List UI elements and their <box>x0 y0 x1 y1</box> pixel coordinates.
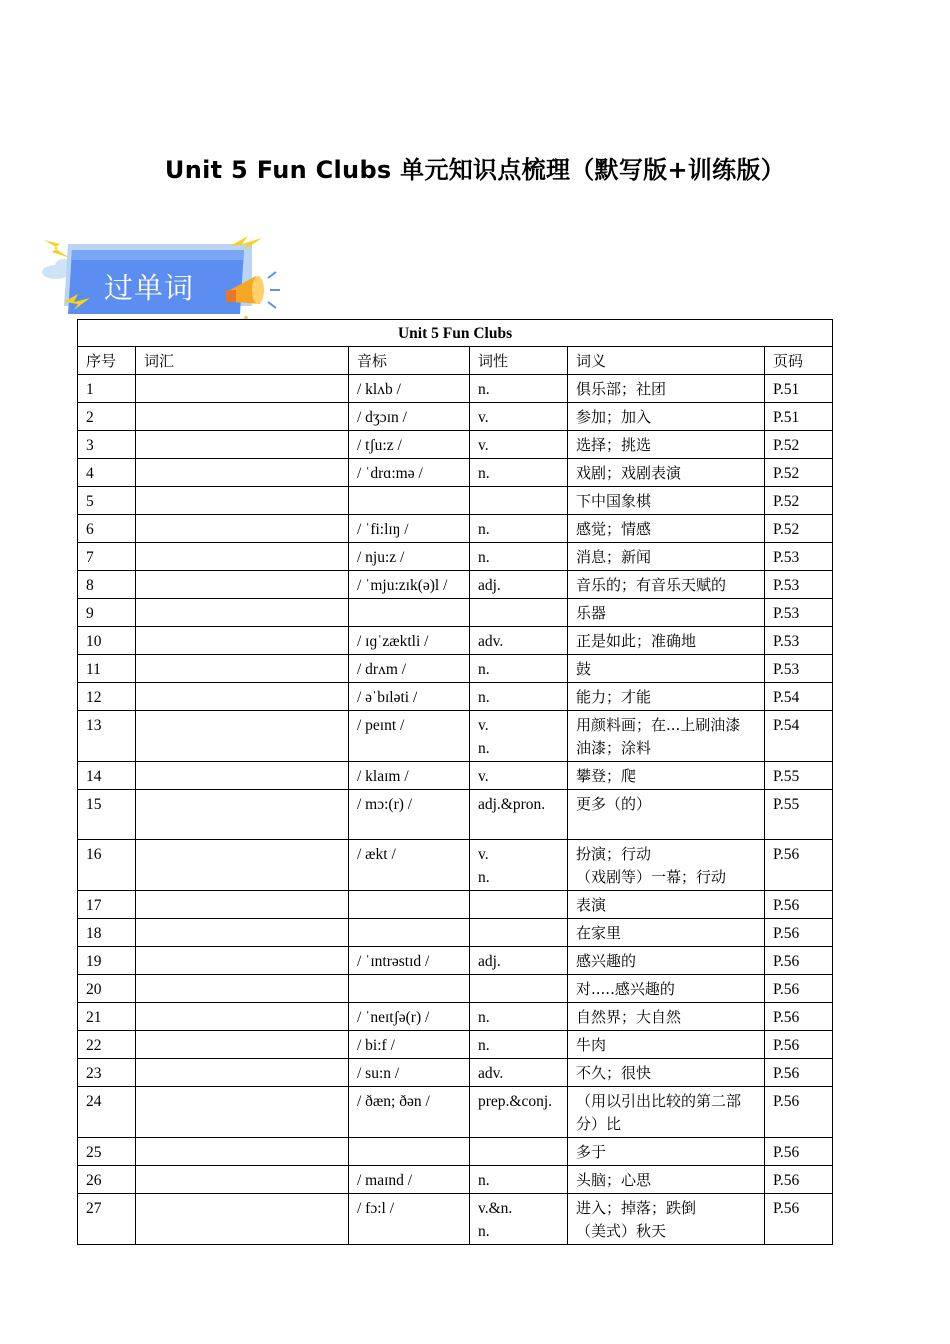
row-word <box>136 975 349 1003</box>
row-page: P.52 <box>765 431 833 459</box>
row-page: P.53 <box>765 571 833 599</box>
row-word <box>136 683 349 711</box>
row-ipa: / ˈdrɑ:mə / <box>349 459 470 487</box>
row-page: P.56 <box>765 891 833 919</box>
row-page: P.53 <box>765 627 833 655</box>
row-meaning: 自然界；大自然 <box>568 1003 765 1031</box>
row-word <box>136 790 349 840</box>
table-row <box>78 1003 833 1031</box>
row-number: 19 <box>78 947 136 975</box>
table-row <box>78 1138 833 1166</box>
row-number: 2 <box>78 403 136 431</box>
row-ipa: / klʌb / <box>349 375 470 403</box>
row-page: P.56 <box>765 1138 833 1166</box>
row-pos: adv. <box>470 1059 568 1087</box>
row-pos: adj.&pron. <box>470 790 568 840</box>
table-row <box>78 840 833 891</box>
row-meaning: 音乐的；有音乐天赋的 <box>568 571 765 599</box>
row-pos: v.&n. n. <box>470 1194 568 1245</box>
row-page: P.56 <box>765 840 833 891</box>
row-word <box>136 947 349 975</box>
row-meaning: 用颜料画；在...上刷油漆 油漆；涂料 <box>568 711 765 762</box>
row-ipa: / ɪɡˈzæktli / <box>349 627 470 655</box>
row-word <box>136 487 349 515</box>
row-meaning: 乐器 <box>568 599 765 627</box>
row-meaning: 参加；加入 <box>568 403 765 431</box>
header-page: 页码 <box>765 347 833 375</box>
table-row <box>78 1031 833 1059</box>
table-header-row <box>78 347 833 375</box>
table-row <box>78 571 833 599</box>
row-page: P.55 <box>765 790 833 840</box>
row-number: 27 <box>78 1194 136 1245</box>
row-word <box>136 1031 349 1059</box>
row-page: P.56 <box>765 1087 833 1138</box>
row-number: 14 <box>78 762 136 790</box>
table-row <box>78 515 833 543</box>
row-pos <box>470 599 568 627</box>
row-ipa: / ækt / <box>349 840 470 891</box>
row-page: P.51 <box>765 375 833 403</box>
row-page: P.52 <box>765 515 833 543</box>
row-pos: v. n. <box>470 711 568 762</box>
row-number: 13 <box>78 711 136 762</box>
row-pos: n. <box>470 683 568 711</box>
row-pos: v. <box>470 762 568 790</box>
banner-label: 过单词 <box>104 271 195 305</box>
row-ipa: / peɪnt / <box>349 711 470 762</box>
row-ipa: / drʌm / <box>349 655 470 683</box>
table-row <box>78 599 833 627</box>
row-meaning: 不久；很快 <box>568 1059 765 1087</box>
row-word <box>136 543 349 571</box>
row-meaning: 多于 <box>568 1138 765 1166</box>
table-row <box>78 891 833 919</box>
row-number: 12 <box>78 683 136 711</box>
header-pos: 词性 <box>470 347 568 375</box>
table-row <box>78 543 833 571</box>
table-row <box>78 683 833 711</box>
row-pos: adv. <box>470 627 568 655</box>
row-meaning: 选择；挑选 <box>568 431 765 459</box>
row-ipa: / ˈneɪtʃə(r) / <box>349 1003 470 1031</box>
row-page: P.55 <box>765 762 833 790</box>
row-word <box>136 655 349 683</box>
row-number: 8 <box>78 571 136 599</box>
header-ipa: 音标 <box>349 347 470 375</box>
table-body <box>78 375 833 1245</box>
row-ipa: / ˈmju:zɪk(ə)l / <box>349 571 470 599</box>
row-word <box>136 599 349 627</box>
table-row <box>78 403 833 431</box>
row-pos: n. <box>470 375 568 403</box>
row-word <box>136 627 349 655</box>
row-meaning: 感觉；情感 <box>568 515 765 543</box>
row-word <box>136 515 349 543</box>
row-pos <box>470 975 568 1003</box>
row-pos: n. <box>470 1003 568 1031</box>
vocabulary-table <box>77 319 833 1245</box>
row-ipa <box>349 487 470 515</box>
row-pos: n. <box>470 515 568 543</box>
header-no: 序号 <box>78 347 136 375</box>
row-ipa: / ˈɪntrəstɪd / <box>349 947 470 975</box>
row-page: P.56 <box>765 1031 833 1059</box>
row-pos: v. n. <box>470 840 568 891</box>
table-row <box>78 459 833 487</box>
row-word <box>136 459 349 487</box>
table-row <box>78 711 833 762</box>
row-page: P.52 <box>765 459 833 487</box>
row-meaning: 对.....感兴趣的 <box>568 975 765 1003</box>
row-number: 25 <box>78 1138 136 1166</box>
row-page: P.56 <box>765 975 833 1003</box>
row-meaning: 鼓 <box>568 655 765 683</box>
row-number: 11 <box>78 655 136 683</box>
row-word <box>136 891 349 919</box>
row-pos: v. <box>470 431 568 459</box>
row-number: 20 <box>78 975 136 1003</box>
row-ipa: / klaɪm / <box>349 762 470 790</box>
row-page: P.56 <box>765 947 833 975</box>
row-pos <box>470 919 568 947</box>
table-row <box>78 790 833 840</box>
row-page: P.56 <box>765 919 833 947</box>
row-meaning: 扮演；行动 （戏剧等）一幕；行动 <box>568 840 765 891</box>
row-pos: adj. <box>470 947 568 975</box>
header-meaning: 词义 <box>568 347 765 375</box>
row-meaning: 进入；掉落；跌倒 （美式）秋天 <box>568 1194 765 1245</box>
table-row <box>78 431 833 459</box>
row-number: 21 <box>78 1003 136 1031</box>
row-meaning: 消息；新闻 <box>568 543 765 571</box>
row-word <box>136 375 349 403</box>
row-ipa: / bi:f / <box>349 1031 470 1059</box>
row-ipa <box>349 891 470 919</box>
row-ipa: / əˈbɪləti / <box>349 683 470 711</box>
row-number: 7 <box>78 543 136 571</box>
row-page: P.52 <box>765 487 833 515</box>
row-ipa: / dʒɔɪn / <box>349 403 470 431</box>
row-number: 15 <box>78 790 136 840</box>
table-row <box>78 1059 833 1087</box>
row-meaning: 下中国象棋 <box>568 487 765 515</box>
row-pos: n. <box>470 1166 568 1194</box>
row-ipa: / fɔ:l / <box>349 1194 470 1245</box>
row-ipa: / ˈfi:lɪŋ / <box>349 515 470 543</box>
row-meaning: 能力；才能 <box>568 683 765 711</box>
row-page: P.53 <box>765 655 833 683</box>
row-page: P.56 <box>765 1059 833 1087</box>
row-word <box>136 571 349 599</box>
page-title: Unit 5 Fun Clubs 单元知识点梳理（默写版+训练版） <box>164 156 786 184</box>
row-page: P.51 <box>765 403 833 431</box>
row-number: 3 <box>78 431 136 459</box>
row-ipa <box>349 919 470 947</box>
row-word <box>136 403 349 431</box>
row-meaning: 在家里 <box>568 919 765 947</box>
table-row <box>78 919 833 947</box>
row-number: 23 <box>78 1059 136 1087</box>
row-pos: n. <box>470 543 568 571</box>
row-number: 1 <box>78 375 136 403</box>
row-page: P.53 <box>765 599 833 627</box>
row-word <box>136 711 349 762</box>
row-meaning: 正是如此；准确地 <box>568 627 765 655</box>
row-word <box>136 762 349 790</box>
table-row <box>78 762 833 790</box>
row-meaning: 更多（的） <box>568 790 765 840</box>
row-number: 26 <box>78 1166 136 1194</box>
row-meaning: 牛肉 <box>568 1031 765 1059</box>
row-ipa <box>349 1138 470 1166</box>
row-pos: adj. <box>470 571 568 599</box>
table-row <box>78 655 833 683</box>
row-page: P.53 <box>765 543 833 571</box>
table-row <box>78 487 833 515</box>
row-meaning: （用以引出比较的第二部分）比 <box>568 1087 765 1138</box>
row-pos: n. <box>470 459 568 487</box>
table-row <box>78 975 833 1003</box>
row-pos <box>470 891 568 919</box>
table-row <box>78 1194 833 1245</box>
row-ipa: / mɔ:(r) / <box>349 790 470 840</box>
row-ipa <box>349 599 470 627</box>
table-row <box>78 947 833 975</box>
row-number: 18 <box>78 919 136 947</box>
header-word: 词汇 <box>136 347 349 375</box>
row-pos: v. <box>470 403 568 431</box>
row-number: 5 <box>78 487 136 515</box>
row-word <box>136 1087 349 1138</box>
row-page: P.54 <box>765 683 833 711</box>
row-number: 22 <box>78 1031 136 1059</box>
row-word <box>136 1194 349 1245</box>
row-word <box>136 919 349 947</box>
row-page: P.56 <box>765 1166 833 1194</box>
row-meaning: 俱乐部；社团 <box>568 375 765 403</box>
row-ipa: / nju:z / <box>349 543 470 571</box>
table-row <box>78 1166 833 1194</box>
row-number: 4 <box>78 459 136 487</box>
row-pos <box>470 1138 568 1166</box>
row-ipa: / maɪnd / <box>349 1166 470 1194</box>
table-row <box>78 375 833 403</box>
row-meaning: 戏剧；戏剧表演 <box>568 459 765 487</box>
row-pos <box>470 487 568 515</box>
row-number: 10 <box>78 627 136 655</box>
row-page: P.56 <box>765 1003 833 1031</box>
row-ipa: / su:n / <box>349 1059 470 1087</box>
row-number: 16 <box>78 840 136 891</box>
table-row <box>78 627 833 655</box>
row-meaning: 头脑；心思 <box>568 1166 765 1194</box>
row-number: 9 <box>78 599 136 627</box>
row-word <box>136 1003 349 1031</box>
row-word <box>136 1166 349 1194</box>
row-meaning: 感兴趣的 <box>568 947 765 975</box>
row-word <box>136 840 349 891</box>
row-word <box>136 1138 349 1166</box>
table-caption: Unit 5 Fun Clubs <box>78 320 833 347</box>
row-ipa: / tʃu:z / <box>349 431 470 459</box>
row-meaning: 表演 <box>568 891 765 919</box>
row-pos: n. <box>470 655 568 683</box>
row-number: 17 <box>78 891 136 919</box>
table-row <box>78 1087 833 1138</box>
row-word <box>136 1059 349 1087</box>
row-page: P.56 <box>765 1194 833 1245</box>
row-number: 24 <box>78 1087 136 1138</box>
row-pos: prep.&conj. <box>470 1087 568 1138</box>
row-ipa <box>349 975 470 1003</box>
row-word <box>136 431 349 459</box>
row-ipa: / ðæn; ðən / <box>349 1087 470 1138</box>
row-number: 6 <box>78 515 136 543</box>
row-pos: n. <box>470 1031 568 1059</box>
row-page: P.54 <box>765 711 833 762</box>
row-meaning: 攀登；爬 <box>568 762 765 790</box>
